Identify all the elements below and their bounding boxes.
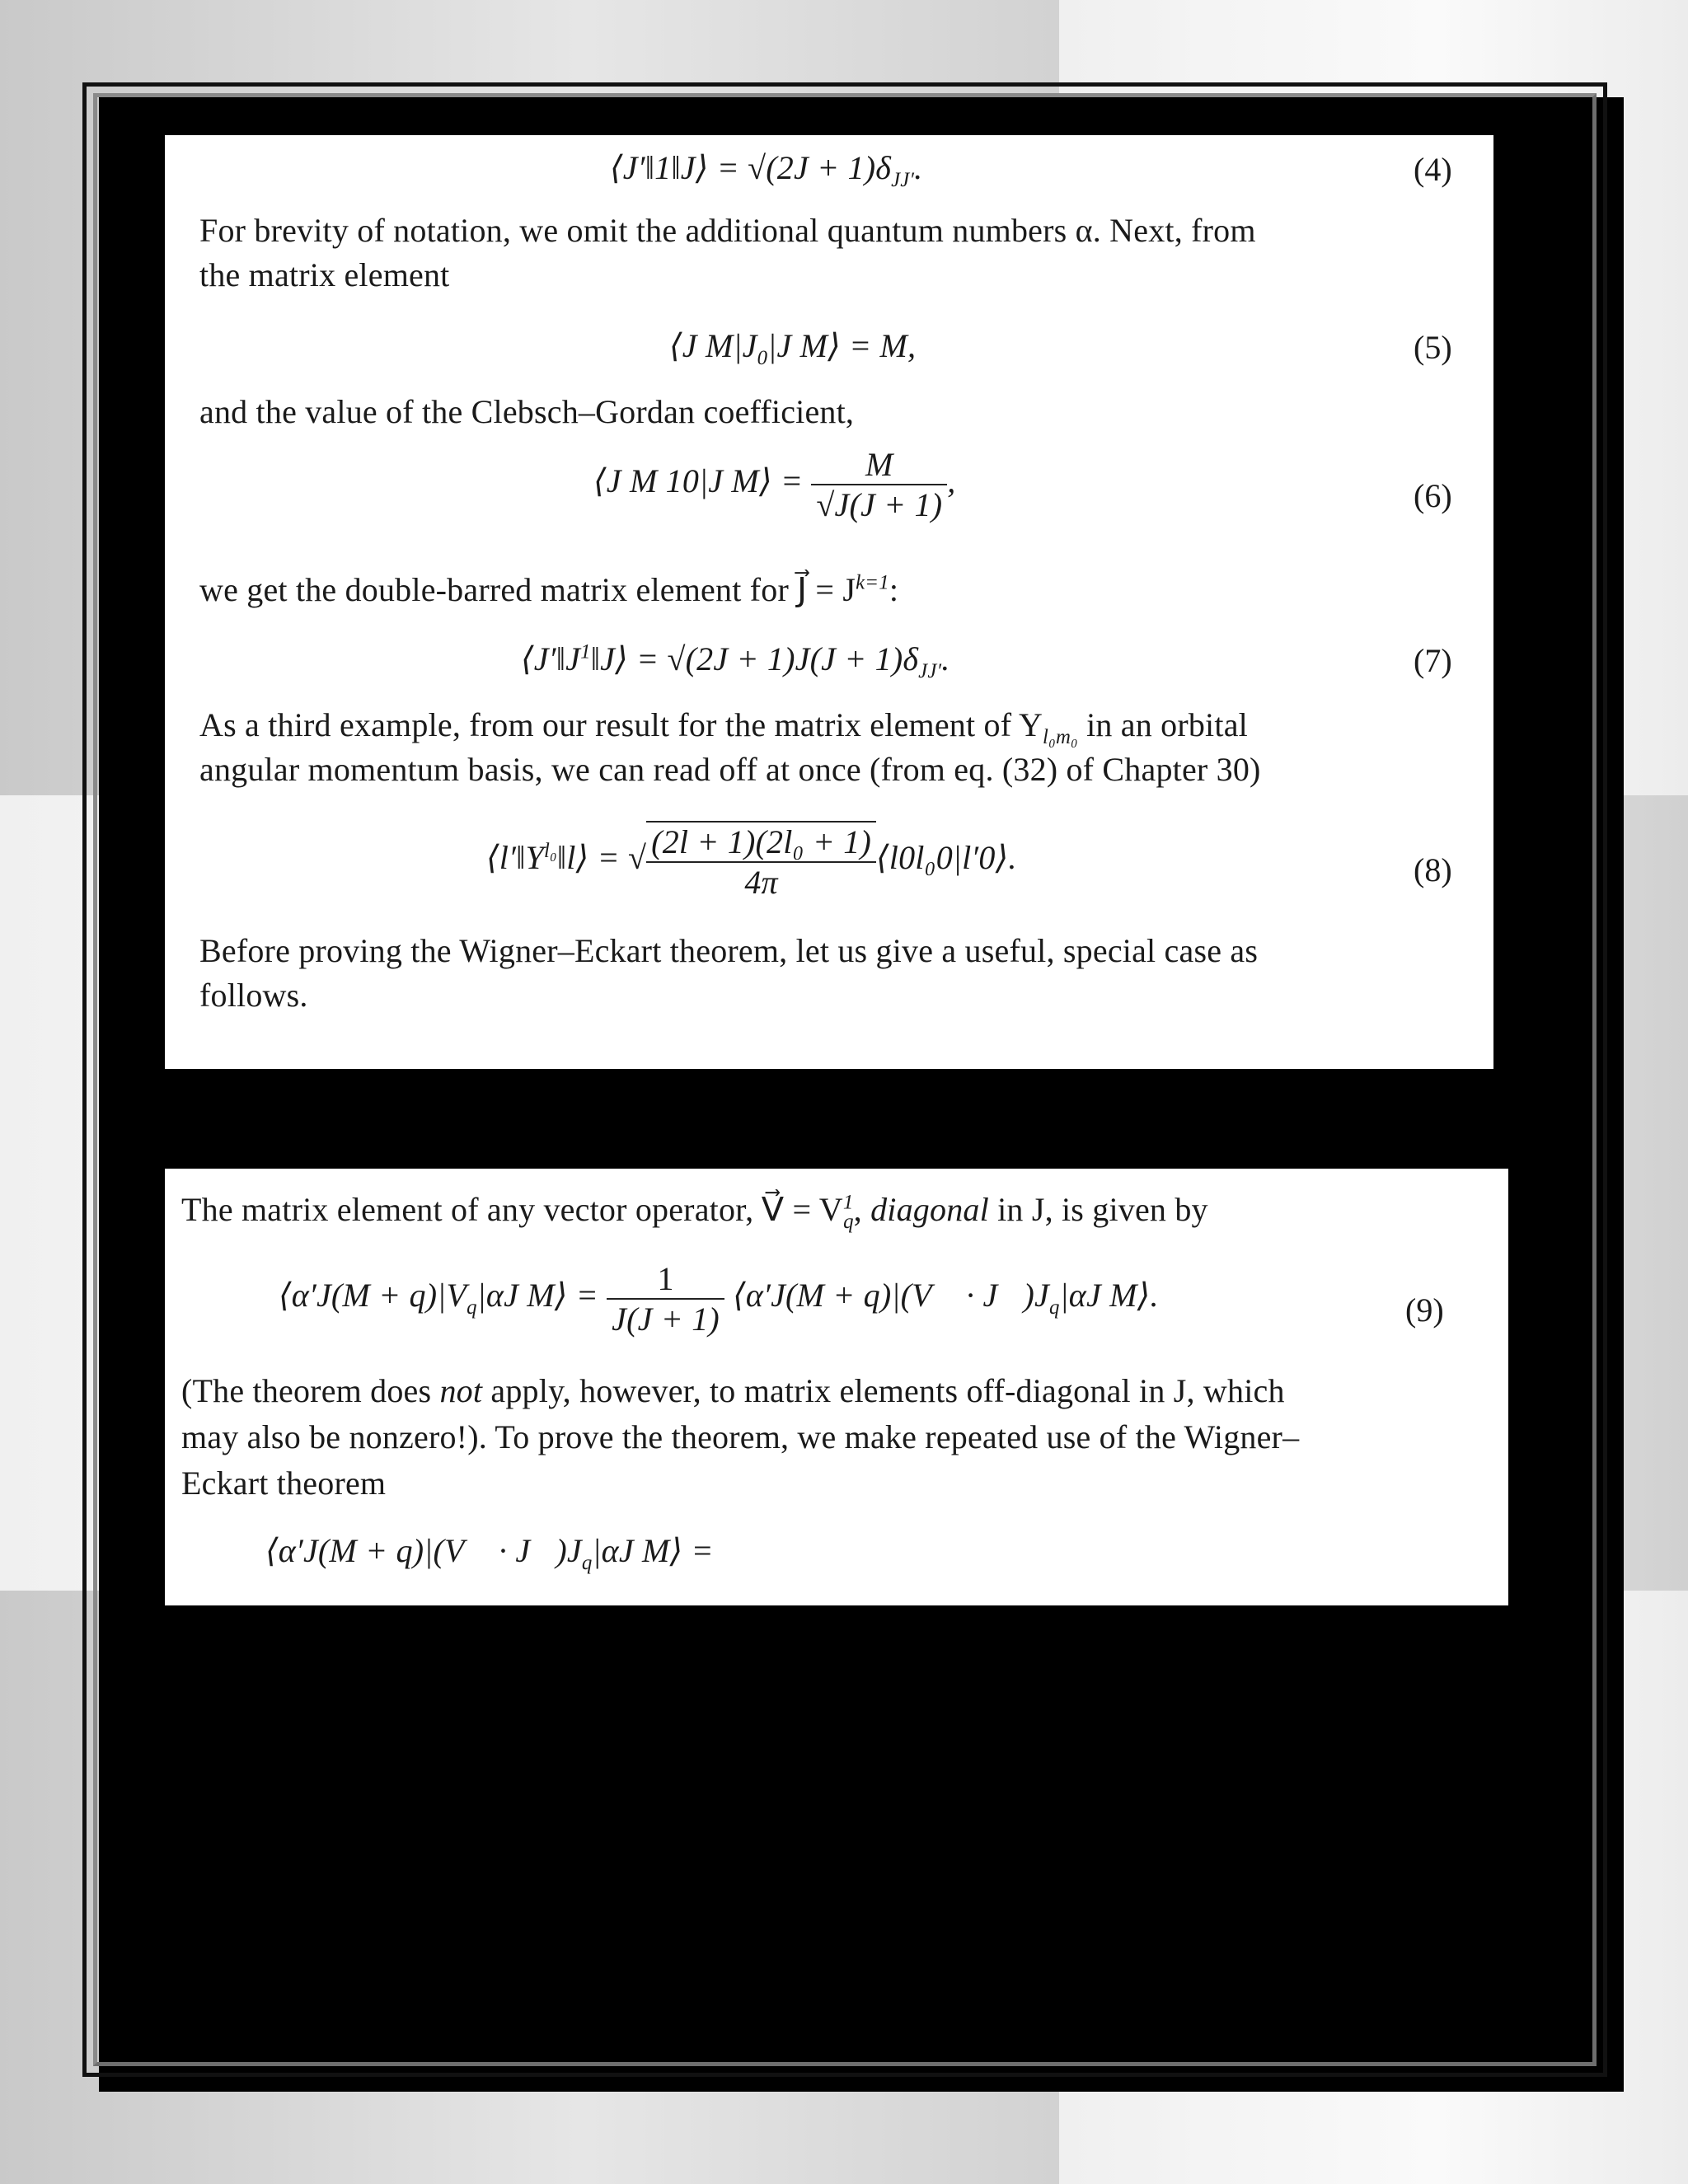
equation-7-sup: 1 xyxy=(580,640,591,663)
paragraph-5-line-1: Before proving the Wigner–Eckart theorem, let us give a useful, special case as xyxy=(199,932,1259,969)
scan-panel-bottom xyxy=(165,1169,1508,1605)
equation-8-sup: l₀ xyxy=(543,839,557,862)
equation-4-body: ⟨J′‖1‖J⟩ = √(2J + 1)δ xyxy=(610,149,892,186)
bullet-icon xyxy=(213,1133,224,1145)
equation-9-rhs-tail: |αJ M⟩. xyxy=(1059,1277,1159,1315)
section-heading xyxy=(213,1119,1010,1159)
equation-9-denominator: J(J + 1) xyxy=(612,1301,720,1338)
paragraph-6-d: in J, is given by xyxy=(988,1191,1208,1228)
paragraph-4-line-1-a: As a third example, from our result for the matrix element of Y xyxy=(199,706,1043,743)
equation-6-tail: , xyxy=(947,462,956,500)
paragraph-7-line-2: may also be nonzero!). To prove the theorem, we make repeated use of the Wigner– xyxy=(181,1418,1300,1455)
section-heading-text: Diagonal Matrix Elements of Vector Operators xyxy=(256,1119,1010,1158)
equation-10-tail: |αJ M⟩ = xyxy=(592,1532,714,1569)
equation-5-body: ⟨J M|J xyxy=(669,327,757,364)
equation-5-tail: |J M⟩ = M, xyxy=(767,327,917,364)
paragraph-3-text: we get the double-barred matrix element for J⃗ = J xyxy=(199,571,856,608)
equation-8-numerator: (2l + 1)(2l₀ + 1) xyxy=(646,823,876,863)
paragraph-6-italic: diagonal xyxy=(870,1191,989,1228)
equation-9-number: (9) xyxy=(1405,1291,1444,1329)
equation-5-number: (5) xyxy=(1414,329,1452,366)
paragraph-6-b: , xyxy=(853,1191,871,1228)
equation-5-sub: 0 xyxy=(757,347,768,369)
equation-9-fraction xyxy=(607,1259,724,1338)
equation-10-sub: q xyxy=(581,1552,593,1574)
equation-9-lhs: ⟨α′J(M + q)|V xyxy=(279,1277,467,1315)
equation-10 xyxy=(265,1531,714,1575)
paragraph-4-line-2: angular momentum basis, we can read off at once (from eq. (32) of Chapter 30) xyxy=(199,751,1261,788)
equation-9-rhs-sub: q xyxy=(1049,1296,1060,1319)
equation-6-lhs: ⟨J M 10|J M⟩ = xyxy=(593,462,804,500)
equation-6-number: (6) xyxy=(1414,477,1452,514)
paragraph-1-line-1: For brevity of notation, we omit the additional quantum numbers α. Next, from xyxy=(199,212,1256,249)
paragraph-2: and the value of the Clebsch–Gordan coefficient, xyxy=(199,393,855,430)
equation-7-body: ⟨J′‖J xyxy=(521,640,581,677)
equation-7-tail: ‖J⟩ = √(2J + 1)J(J + 1)δ xyxy=(590,640,919,677)
scan-panel-top xyxy=(165,135,1493,1069)
equation-7-number: (7) xyxy=(1414,642,1452,679)
paragraph-3-sup: k=1 xyxy=(856,571,889,594)
equation-6-fraction xyxy=(811,445,947,524)
equation-6-numerator: M xyxy=(811,445,947,485)
equation-4-tail: . xyxy=(914,149,923,186)
paragraph-3 xyxy=(199,570,898,609)
equation-8-mid: ‖l⟩ = √ xyxy=(556,839,647,877)
equation-5 xyxy=(669,326,916,370)
paragraph-7-italic: not xyxy=(439,1372,483,1409)
equation-8 xyxy=(486,821,1017,902)
equation-6 xyxy=(593,445,955,524)
paragraph-3-tail: : xyxy=(889,571,899,608)
paragraph-4-line-1-b: in an orbital xyxy=(1077,706,1248,743)
equation-8-denominator: 4π xyxy=(744,864,778,901)
equation-9 xyxy=(279,1259,1159,1338)
equation-10-body: ⟨α′J(M + q)|(V⃗ · J⃗)J xyxy=(265,1532,582,1569)
paragraph-7-line-3: Eckart theorem xyxy=(181,1465,387,1502)
equation-7-end: . xyxy=(941,640,950,677)
paragraph-4-line-1-sub: l₀m₀ xyxy=(1043,726,1078,748)
equation-6-denominator: √J(J + 1) xyxy=(816,486,943,523)
equation-9-numerator: 1 xyxy=(607,1259,724,1300)
equation-4-number: (4) xyxy=(1414,151,1452,188)
equation-8-fraction xyxy=(646,821,876,902)
paragraph-6-sub: q xyxy=(843,1211,854,1233)
paragraph-6-sup: 1 xyxy=(842,1191,854,1214)
paragraph-7-line-1 xyxy=(181,1371,1285,1410)
paragraph-6-a: The matrix element of any vector operator, V⃗ = V xyxy=(181,1191,843,1228)
equation-4 xyxy=(610,148,922,192)
paragraph-7-line-1-c: apply, however, to matrix elements off-diagonal in J, which xyxy=(482,1372,1285,1409)
equation-9-lhs-tail: |αJ M⟩ = xyxy=(476,1277,598,1315)
equation-7 xyxy=(521,640,950,683)
paragraph-4-line-1 xyxy=(199,705,1248,749)
paragraph-5-line-2: follows. xyxy=(199,977,308,1014)
equation-8-lhs: ⟨l′‖Y xyxy=(486,839,544,877)
equation-8-tail: ⟨l0l₀0|l′0⟩. xyxy=(875,839,1017,877)
equation-8-number: (8) xyxy=(1414,851,1452,888)
paragraph-6 xyxy=(181,1190,1208,1234)
equation-7-sub: JJ′ xyxy=(918,660,942,682)
equation-4-sub: JJ′ xyxy=(891,169,915,191)
equation-9-rhs: ⟨α′J(M + q)|(V⃗ · J⃗)J xyxy=(733,1277,1049,1315)
equation-9-lhs-sub: q xyxy=(467,1296,477,1319)
paragraph-7-line-1-a: (The theorem does xyxy=(181,1372,440,1409)
paragraph-1-line-2: the matrix element xyxy=(199,256,450,293)
